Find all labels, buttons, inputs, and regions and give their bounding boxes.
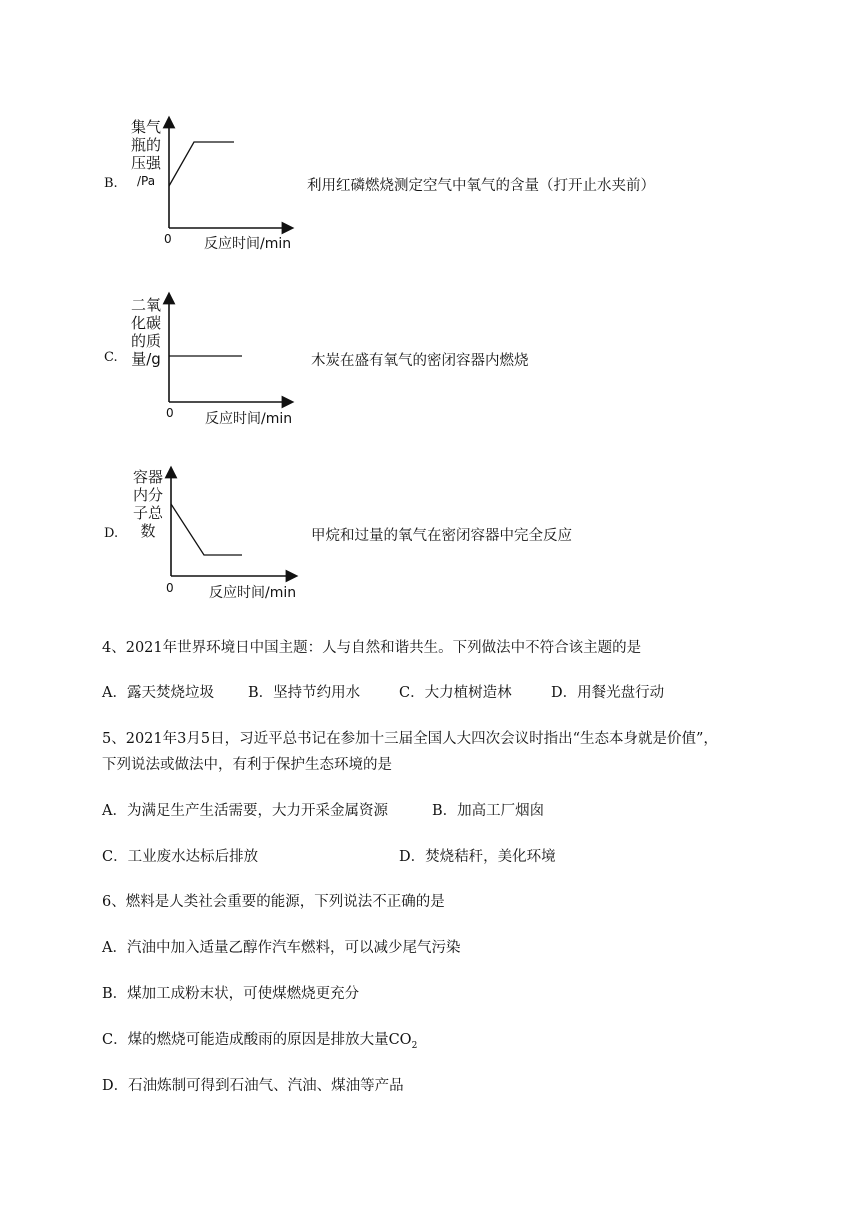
graph-b — [160, 114, 300, 244]
option-c: C．工业废水达标后排放 — [102, 849, 259, 865]
option-d: D．用餐光盘行动 — [551, 685, 665, 701]
option-letter: B. — [104, 176, 118, 191]
option-a: A．汽油中加入适量乙醇作汽车燃料，可以减少尾气污染 — [102, 940, 461, 956]
option-c: C．大力植树造林 — [399, 685, 512, 701]
data-line — [171, 504, 242, 555]
origin-label: 0 — [166, 406, 174, 420]
y-axis-label: 二氧 化碳 的质 量/g — [130, 296, 161, 368]
option-a: A．为满足生产生活需要，大力开采金属资源 — [102, 803, 388, 819]
question-stem-line2: 下列说法或做法中，有利于保护生态环境的是 — [102, 757, 392, 773]
option-c: C．煤的燃烧可能造成酸雨的原因是排放大量$CO_2$ — [102, 1032, 418, 1051]
option-description: 木炭在盛有氧气的密闭容器内燃烧 — [311, 353, 529, 369]
origin-label: 0 — [166, 581, 174, 595]
option-letter: C. — [104, 350, 118, 365]
option-d: D．石油炼制可得到石油气、汽油、煤油等产品 — [102, 1078, 404, 1094]
y-axis-label: 集气 瓶的 压强 /Pa — [130, 118, 161, 188]
x-axis-label: 反应时间/min — [205, 411, 293, 427]
graph-c — [160, 290, 300, 416]
option-letter: D. — [104, 526, 119, 541]
option-description: 利用红磷燃烧测定空气中氧气的含量（打开止水夹前） — [307, 178, 655, 194]
option-b: B．煤加工成粉末状，可使煤燃烧更充分 — [102, 986, 360, 1002]
option-d: D．焚烧秸秆，美化环境 — [399, 849, 556, 865]
option-a: A．露天焚烧垃圾 — [102, 685, 214, 701]
option-b: B．坚持节约用水 — [248, 685, 361, 701]
data-line — [169, 142, 234, 186]
option-description: 甲烷和过量的氧气在密闭容器中完全反应 — [311, 528, 572, 544]
question-stem: 4、2021年世界环境日中国主题：人与自然和谐共生。下列做法中不符合该主题的是 — [102, 640, 642, 656]
question-stem: 6、燃料是人类社会重要的能源，下列说法不正确的是 — [102, 894, 445, 910]
question-stem-line1: 5、2021年3月5日，习近平总书记在参加十三届全国人大四次会议时指出“生态本身就是价值”， — [102, 731, 718, 747]
x-axis-label: 反应时间/min — [204, 236, 292, 252]
y-axis-label: 容器 内分 子总 数 — [132, 468, 163, 540]
graph-d — [162, 464, 302, 588]
x-axis-label: 反应时间/min — [209, 585, 297, 601]
origin-label: 0 — [164, 232, 172, 246]
option-b: B．加高工厂烟囱 — [432, 803, 545, 819]
